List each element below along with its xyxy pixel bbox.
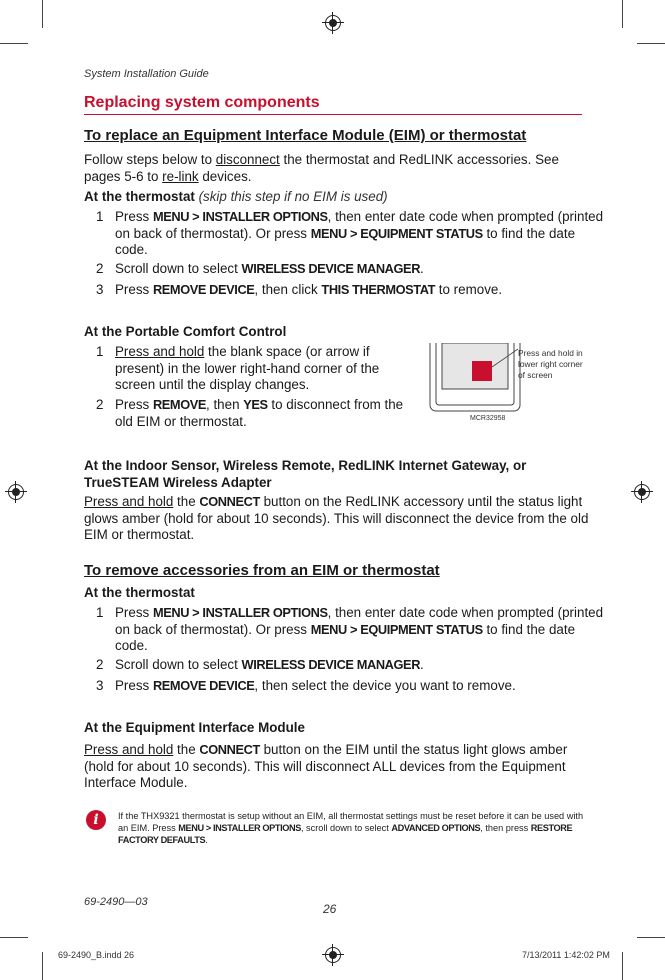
- crop-mark: [622, 952, 623, 980]
- crop-mark: [42, 0, 43, 28]
- subheading-note: (skip this step if no EIM is used): [194, 189, 388, 204]
- registration-mark-icon: [325, 947, 341, 963]
- document-id: 69-2490—03: [84, 896, 148, 908]
- intro-text: devices.: [198, 168, 252, 184]
- intro-paragraph: [84, 152, 589, 185]
- registration-mark-icon: [325, 15, 341, 31]
- running-header: System Installation Guide: [84, 68, 209, 80]
- crop-mark: [637, 937, 665, 938]
- eim-subheading: At the Equipment Interface Module: [84, 720, 305, 735]
- portable-control-figure: [428, 343, 522, 415]
- step-number: 1: [96, 605, 104, 620]
- eim-paragraph: Press and hold the CONNECT button on the EIM until the status light glows amber (hold for about 10 seconds). This will disconnect ALL devices from the Equipment Interface Module.: [84, 742, 568, 790]
- page-number: 26: [323, 902, 337, 916]
- re-link-link[interactable]: re-link: [162, 168, 199, 184]
- step-number: 3: [96, 678, 104, 693]
- indoor-subheading: At the Indoor Sensor, Wireless Remote, RedLINK Internet Gateway, or TrueSTEAM Wireless Adapter: [84, 458, 527, 490]
- step-text: Press REMOVE, then YES to disconnect from the old EIM or thermostat.: [115, 397, 404, 429]
- step-number: 2: [96, 397, 104, 412]
- step-number: 2: [96, 657, 104, 672]
- intro-text: the thermostat and RedLINK accessories. See pages 5-6 to: [84, 152, 559, 184]
- thermostat-subheading: [84, 189, 589, 206]
- remove-heading: To remove accessories from an EIM or thermostat: [84, 562, 440, 579]
- registration-mark-icon: [634, 484, 650, 500]
- slug-filename: 69-2490_B.indd 26: [58, 950, 135, 960]
- disconnect-link[interactable]: disconnect: [215, 152, 280, 167]
- screen-corner-highlight: [472, 361, 492, 381]
- intro-text: Follow steps below to: [84, 152, 216, 167]
- step-number: 1: [96, 344, 104, 359]
- figure-id: MCR32958: [470, 415, 506, 422]
- section-title: Replacing system components: [84, 94, 582, 115]
- step-text: Press and hold the blank space (or arrow if present) in the lower right-hand corner of the screen until the display changes.: [115, 344, 380, 392]
- indoor-paragraph: Press and hold the CONNECT button on the RedLINK accessory until the status light glows amber (hold for about 10 seconds). This will disconnect the device from the old EIM or thermostat.: [84, 494, 589, 542]
- step-text: Press MENU > INSTALLER OPTIONS, then enter date code when prompted (printed on back of thermostat). Or press MENU > EQUIPMENT STATUS to find the date code.: [115, 209, 604, 257]
- crop-mark: [622, 0, 623, 28]
- crop-mark: [0, 937, 28, 938]
- step-text: Scroll down to select WIRELESS DEVICE MANAGER.: [115, 261, 424, 276]
- registration-mark-icon: [8, 484, 24, 500]
- figure-callout: Press and hold in lower right corner of screen: [518, 348, 583, 380]
- step-number: 3: [96, 282, 104, 297]
- note-text: If the THX9321 thermostat is setup without an EIM, all thermostat settings must be reset before it can be used with an EIM. Press MENU > INSTALLER OPTIONS, scroll down to select ADVANCED OPTIONS, then press RESTORE FACTORY DEFAULTS.: [118, 811, 584, 845]
- crop-mark: [42, 952, 43, 980]
- eim-heading: To replace an Equipment Interface Module (EIM) or thermostat: [84, 127, 527, 144]
- step-number: 1: [96, 209, 104, 224]
- portable-subheading: At the Portable Comfort Control: [84, 324, 287, 339]
- slug-timestamp: 7/13/2011 1:42:02 PM: [522, 950, 610, 960]
- crop-mark: [637, 43, 665, 44]
- crop-mark: [0, 43, 28, 44]
- info-icon: i: [86, 810, 106, 830]
- subheading-label: At the thermostat: [84, 189, 195, 204]
- step-text: Press MENU > INSTALLER OPTIONS, then enter date code when prompted (printed on back of thermostat). Or press MENU > EQUIPMENT STATUS to find the date code.: [115, 605, 604, 653]
- step-number: 2: [96, 261, 104, 276]
- thermostat-subheading-2: At the thermostat: [84, 585, 195, 600]
- step-text: Press REMOVE DEVICE, then click THIS THERMOSTAT to remove.: [115, 282, 503, 297]
- step-text: Press REMOVE DEVICE, then select the device you want to remove.: [115, 678, 516, 693]
- step-text: Scroll down to select WIRELESS DEVICE MANAGER.: [115, 657, 424, 672]
